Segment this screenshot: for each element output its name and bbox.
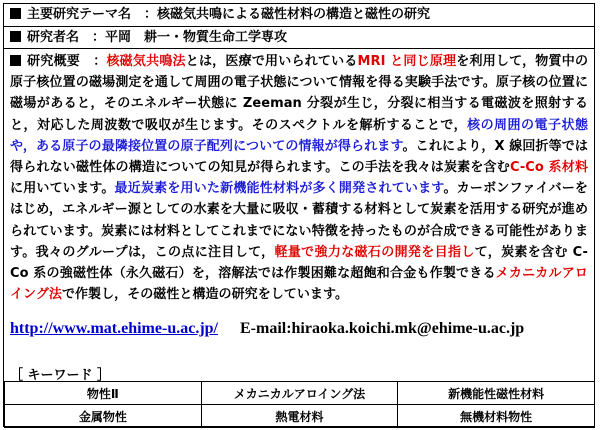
abstract-text: て，炭素を含む C-Co 系の強磁性体（永久磁石）を，溶解法では作製困難な超飽和合金も作製できる xyxy=(10,244,588,282)
researcher-row: 研究者名 ：平岡 耕一・物質生命工学専攻 xyxy=(4,27,594,49)
table-row xyxy=(5,405,595,428)
keywords-table xyxy=(4,381,595,428)
highlighted-text: 軽量で強力な磁石の開発を目指し xyxy=(274,244,475,260)
research-sheet xyxy=(3,3,595,427)
square-bullet-icon xyxy=(10,31,21,42)
keyword-cell: 新機能性磁性材料 xyxy=(398,382,595,405)
highlighted-text: C-Co 系材料 xyxy=(509,160,588,176)
highlighted-text: 最近炭素を用いた新機能性材料が多く開発されています xyxy=(114,181,444,197)
keyword-cell: 金属物性 xyxy=(5,405,202,428)
theme-value: 核磁気共鳴による磁性材料の構造と磁性の研究 xyxy=(157,7,431,22)
abstract-label: 研究概要 xyxy=(27,54,81,69)
abstract-text: で作製し，その磁性と構造の研究をしています。 xyxy=(61,287,349,303)
abstract-block: 研究概要 ：核磁気共鳴法とは，医療で用いられているMRI と同じ原理を利用して，物質中の原子核位置の磁場測定を通して周囲の電子状態について情報を得る実験手法です。原子核の位置に磁場があると，そのエネルギー状態に Zeeman 分裂が生じ，分裂に相当する電磁波を照射すると，対応した周波数で吸収が生じます。そのスペクトルを解析することで，核の周囲の電子状態や，ある原子の最隣接位置の原子配列についての情報が得られます。これにより，X 線回折等では得られない磁性体の構造についての知見が得られます。この手法を我々は炭素を含むC-Co 系材料に用いています。最近炭素を用いた新機能性材料が多く開発されています。カーボンファイバーをはじめ，エネルギー源としての水素を大量に吸収・蓄積する材料として炭素を活用する研究が進められています。炭素には材料としてこれまでにない特徴を持ったものが合成できる可能性があります。我々のグループは，この点に注目して，軽量で強力な磁石の開発を目指して，炭素を含む C-Co 系の強磁性体（永久磁石）を，溶解法では作製困難な超飽和合金も作製できるメカニカルアロイング法で作製し，その磁性と構造の研究をしています。 xyxy=(10,54,588,303)
square-bullet-icon xyxy=(10,55,21,66)
website-link[interactable]: http://www.mat.ehime-u.ac.jp/ xyxy=(10,320,218,337)
abstract-text: 。カーボンファイバーをはじめ，エネルギー源としての水素を大量に吸収・蓄積する材料として炭素を活用する研究が進められています。炭素には材料としてこれまでにない特徴を持ったものが合成できる可能性があります。我々のグループは，この点に注目して， xyxy=(10,181,588,260)
keywords-label: ［ キーワード ］ xyxy=(10,368,111,383)
theme-label: 主要研究テーマ名 xyxy=(27,7,132,22)
keyword-cell: 物性Ⅱ xyxy=(5,382,202,405)
abstract-body xyxy=(10,54,588,302)
highlighted-text: 核の周囲の電子状態や，ある原子の最隣接位置の原子配列についての情報が得られます xyxy=(10,117,588,154)
abstract-text: に用いています。 xyxy=(10,181,115,197)
email-address: E-mail:hiraoka.koichi.mk@ehime-u.ac.jp xyxy=(239,320,525,337)
researcher-label: 研究者名 xyxy=(27,30,80,45)
keyword-cell: メカニカルアロイング法 xyxy=(201,382,398,405)
researcher-value: 平岡 耕一・物質生命工学専攻 xyxy=(105,30,288,45)
highlighted-text: メカニカルアロイング法 xyxy=(10,266,588,303)
theme-row: 主要研究テーマ名 ：核磁気共鳴による磁性材料の構造と磁性の研究 xyxy=(4,4,594,27)
table-row xyxy=(5,382,595,405)
keyword-cell: 無機材料物性 xyxy=(398,405,595,428)
contact-line xyxy=(10,320,590,342)
highlighted-text: 核磁気共鳴法 xyxy=(106,54,186,69)
abstract-text: を利用して，物質中の原子核位置の磁場測定を通して周囲の電子状態について情報を得る実験手法です。原子核の位置に磁場があると，そのエネルギー状態に Zeeman 分裂が生じ，分裂に相当する電磁波を照射すると，対応した周波数で吸収が生じます。そのスペクトルを解析することで， xyxy=(10,54,588,133)
highlighted-text: MRI と同じ原理 xyxy=(357,54,457,69)
square-bullet-icon xyxy=(10,8,21,19)
abstract-text: とは，医療で用いられている xyxy=(185,54,358,69)
abstract-text: 。これにより，X 線回折等では得られない磁性体の構造についての知見が得られます。この手法を我々は炭素を含む xyxy=(10,138,588,176)
keyword-cell: 熱電材料 xyxy=(201,405,398,428)
